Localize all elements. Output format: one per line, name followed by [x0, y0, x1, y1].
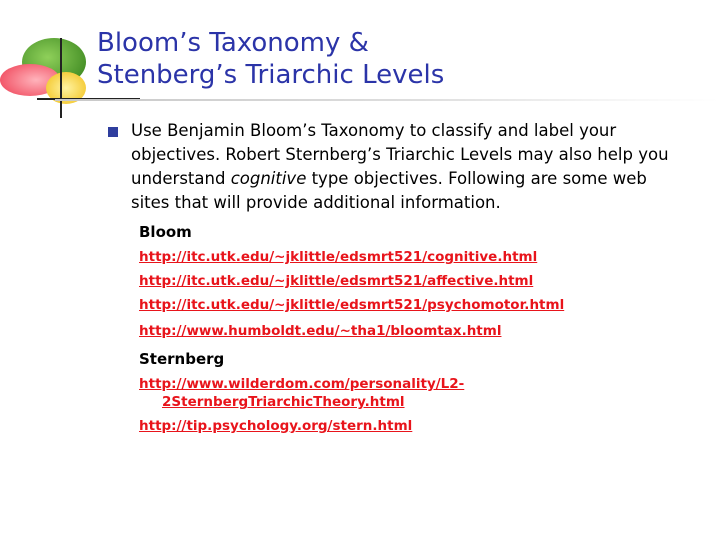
- bloom-link-humboldt[interactable]: http://www.humboldt.edu/~tha1/bloomtax.html: [139, 323, 502, 339]
- resource-links: [139, 222, 699, 435]
- title-divider: [55, 99, 720, 101]
- bullet-text-part-2: type objectives. Following are some web sites that will provide additional information.: [131, 169, 647, 212]
- bullet-paragraph: [131, 119, 678, 215]
- sternberg-link-tip[interactable]: http://tip.psychology.org/stern.html: [139, 418, 413, 434]
- bloom-link-affective[interactable]: http://itc.utk.edu/~jklittle/edsmrt521/affective.html: [139, 273, 534, 289]
- bullet-emphasis: cognitive: [230, 169, 307, 188]
- sternberg-heading: Sternberg: [139, 350, 225, 368]
- bloom-link-psychomotor[interactable]: http://itc.utk.edu/~jklittle/edsmrt521/psychomotor.html: [139, 297, 565, 313]
- slide-title: [97, 27, 444, 91]
- bullet-text-part-1: Use Benjamin Bloom’s Taxonomy to classify and label your objectives. Robert Sternberg’s Triarchic Levels may also help you understand: [131, 121, 669, 188]
- slide-title-line-1: Bloom’s Taxonomy &: [97, 28, 369, 58]
- body-bullet: [108, 119, 678, 215]
- bloom-heading: Bloom: [139, 223, 192, 241]
- bloom-link-cognitive[interactable]: http://itc.utk.edu/~jklittle/edsmrt521/cognitive.html: [139, 249, 538, 265]
- slide-title-line-2: Stenberg’s Triarchic Levels: [97, 60, 445, 90]
- sternberg-link-wilderdom[interactable]: http://www.wilderdom.com/personality/L2-2SternbergTriarchicTheory.html: [139, 376, 465, 410]
- square-bullet-icon: [108, 127, 118, 137]
